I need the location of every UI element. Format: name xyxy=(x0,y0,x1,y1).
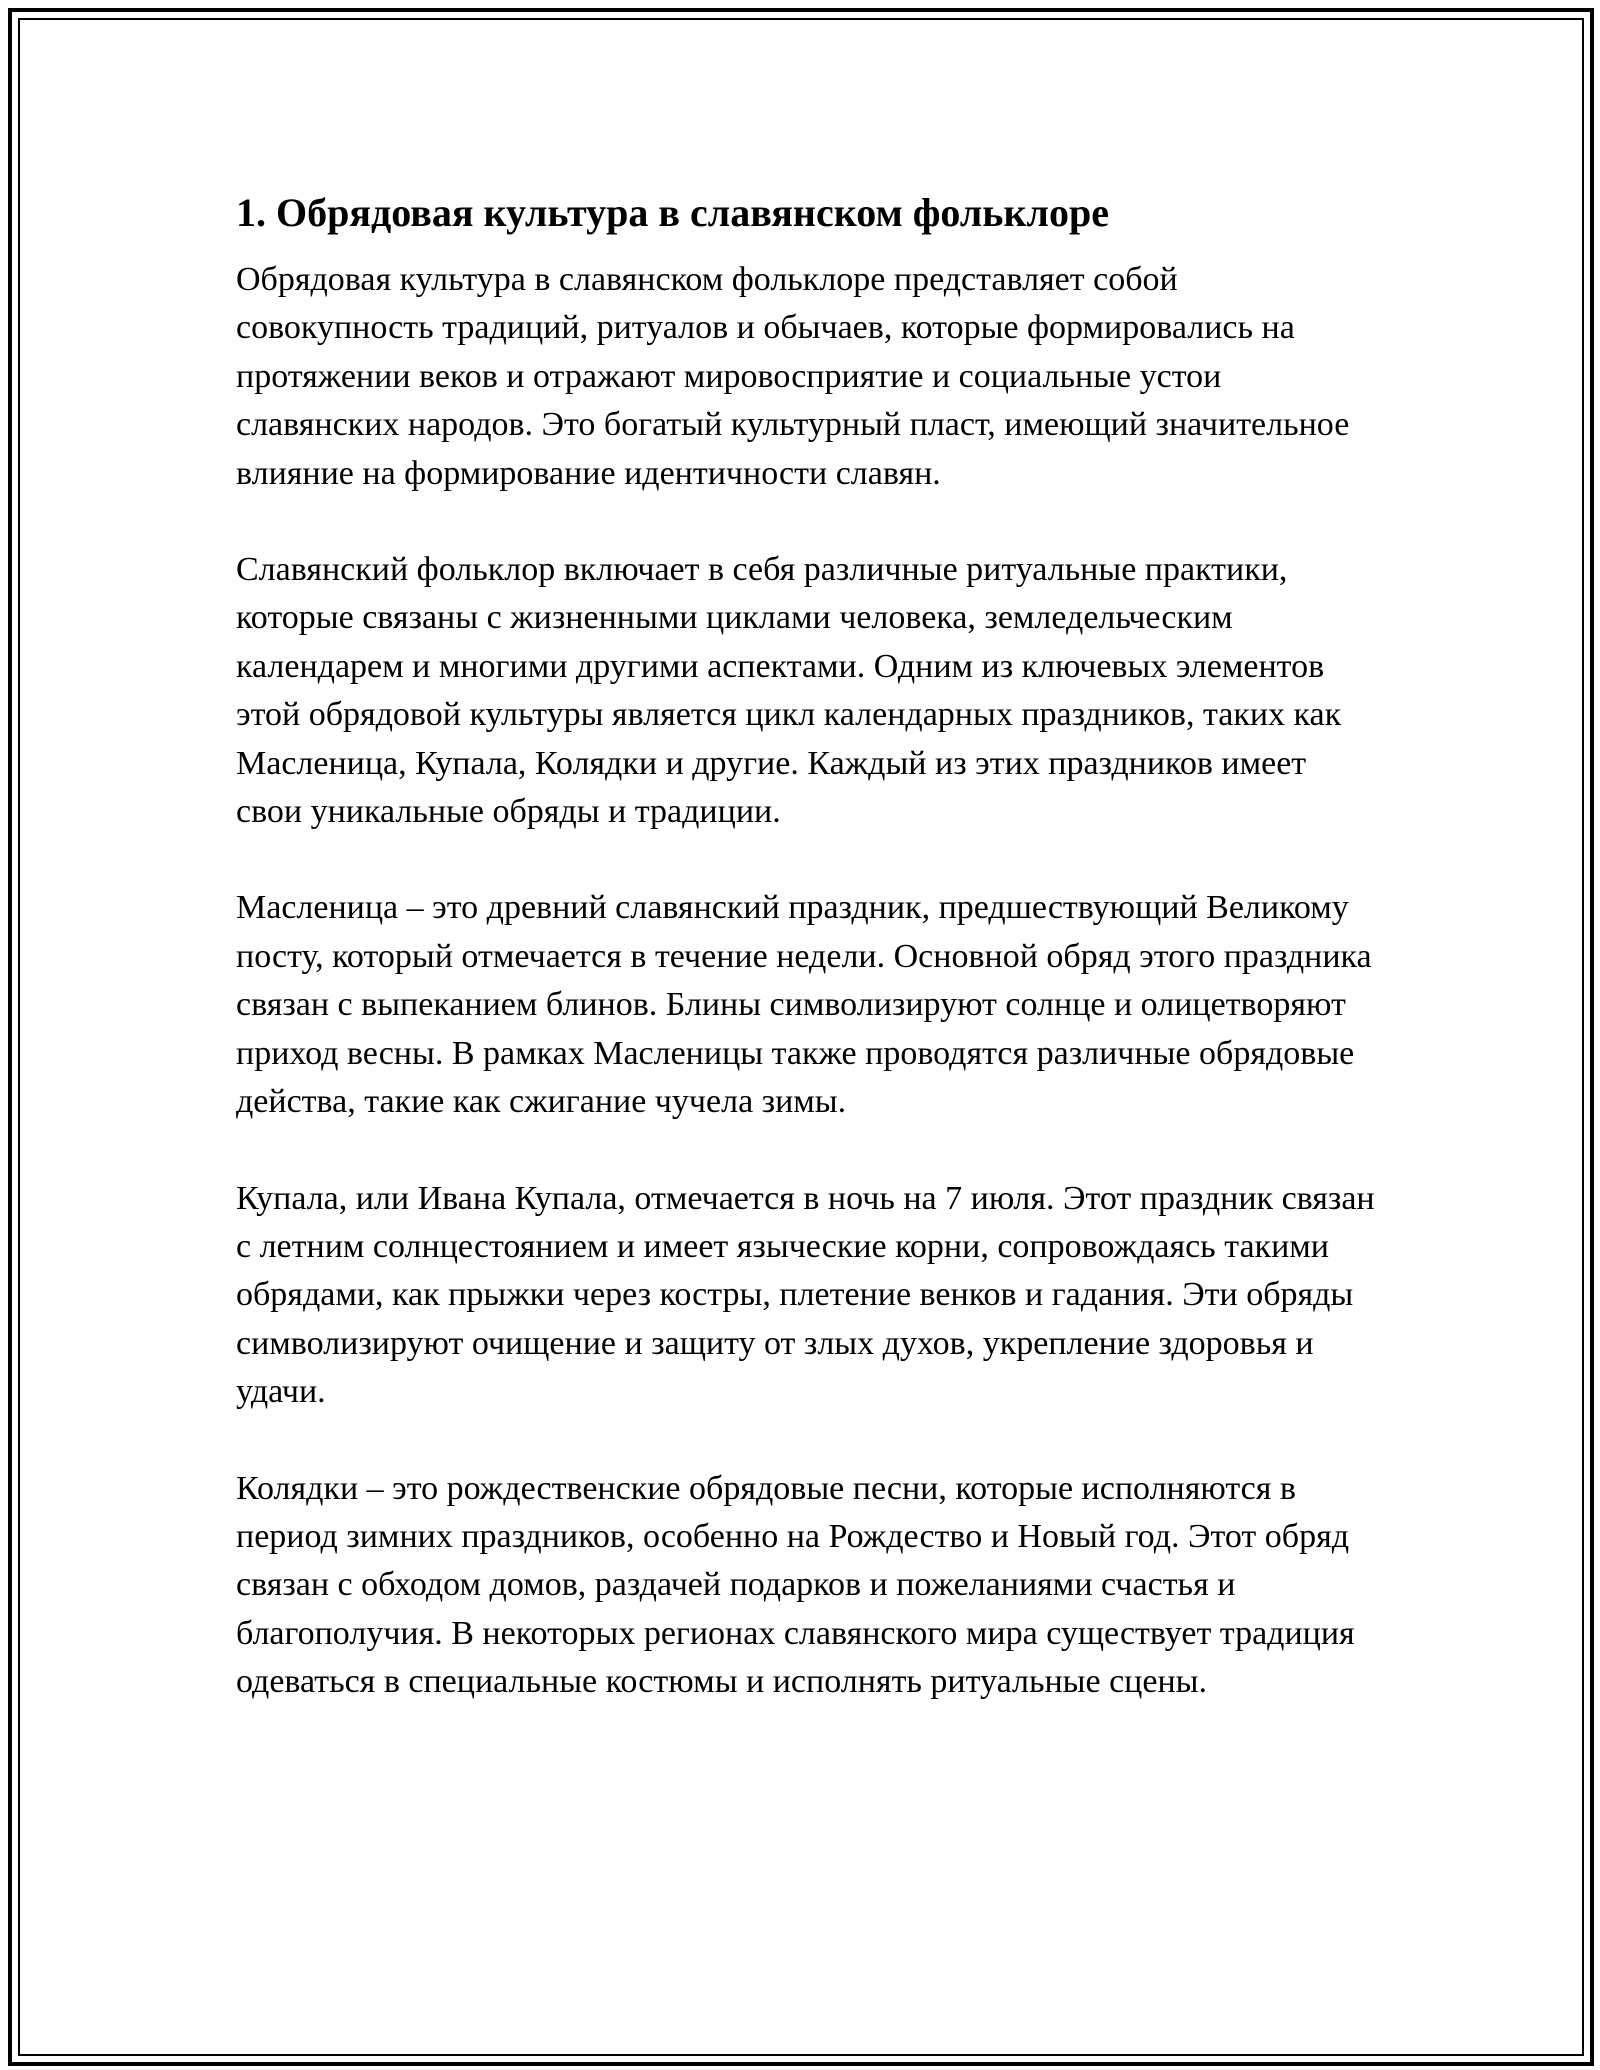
paragraph-intro: Обрядовая культура в славянском фольклоре представляет собой совокупность традиций, ритуалов и обычаев, которые формировались на протяжении веков и отражают мировосприятие и социальные устои славянских народов. Это богатый культурный пласт, имеющий значительное влияние на формирование идентичности славян. xyxy=(236,261,1350,492)
paragraph-kolyadki: Колядки – это рождественские обрядовые песни, которые исполняются в период зимних праздников, особенно на Рождество и Новый год. Этот обряд связан с обходом домов, раздачей подарков и пожеланиями счастья и благополучия. В некоторых регионах славянского мира существует традиция одеваться в специальные костюмы и исполнять ритуальные сцены. xyxy=(236,1469,1355,1701)
paragraph-maslenitsa: Масленица – это древний славянский праздник, предшествующий Великому посту, который отмечается в течение недели. Основной обряд этого праздника связан с выпеканием блинов. Блины символизируют солнце и олицетворяют приход весны. В рамках Масленицы также проводятся различные обрядовые действа, такие как сжигание чучела зимы. xyxy=(236,889,1372,1121)
paragraph-rituals: Славянский фольклор включает в себя различные ритуальные практики, которые связаны с жизненными циклами человека, земледельческим календарем и многими другими аспектами. Одним из ключевых элементов этой обрядовой культуры является цикл календарных праздников, таких как Масленица, Купала, Колядки и другие. Каждый из этих праздников имеет свои уникальные обряды и традиции. xyxy=(236,551,1342,831)
paragraph-kupala: Купала, или Ивана Купала, отмечается в ночь на 7 июля. Этот праздник связан с летним солнцестоянием и имеет языческие корни, сопровождаясь такими обрядами, как прыжки через костры, плетение венков и гадания. Эти обряды символизируют очищение и защиту от злых духов, укрепление здоровья и удачи. xyxy=(236,1179,1375,1411)
section-heading: 1. Обрядовая культура в славянском фольклоре xyxy=(236,190,1109,235)
document-body xyxy=(236,185,1376,1707)
